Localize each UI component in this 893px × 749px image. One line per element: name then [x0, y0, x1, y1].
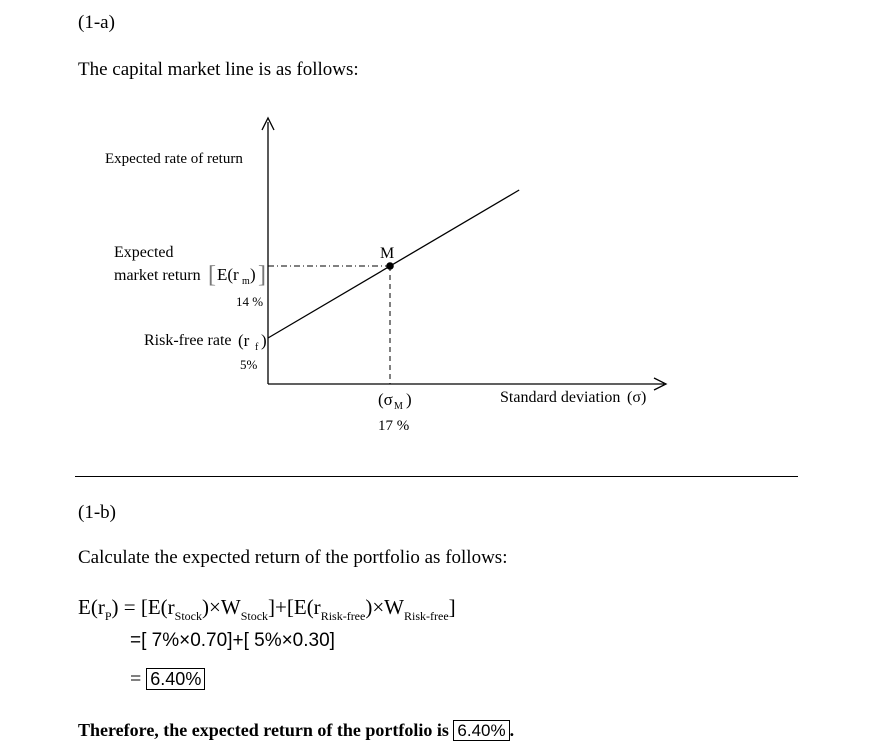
conclusion-period: . [509, 720, 515, 740]
expected-market-return-symbol [208, 262, 266, 288]
part-a-heading: (1-a) [78, 12, 115, 33]
market-portfolio-point [386, 262, 394, 270]
svg-text:): ) [406, 390, 412, 409]
conclusion-value: 6.40% [453, 720, 509, 741]
svg-text:M: M [394, 401, 403, 412]
formula-line-1: $E(r_P) = [E(r_{Stock})\times W_{Stock}]+[E(r_{Risk-free})\times W_{Risk-free}]$ [78, 595, 456, 623]
svg-text:Standard deviation: Standard deviation [500, 389, 621, 406]
conclusion-text: Therefore, the expected return of the portfolio is [78, 720, 449, 740]
x-axis-label [500, 389, 646, 406]
formula-line-3: = 6.40% [130, 668, 205, 691]
svg-text:m: m [242, 276, 250, 287]
svg-text:): ) [250, 265, 256, 284]
svg-text:(r: (r [238, 331, 250, 350]
conclusion [78, 720, 514, 741]
formula-result: 6.40% [146, 668, 205, 690]
sigma-m-value: 17 % [378, 418, 410, 434]
svg-text:]: ] [258, 262, 266, 288]
svg-text:(σ): (σ) [627, 389, 647, 406]
expected-market-return-label-line1: Expected [114, 244, 174, 261]
y-axis-label: Expected rate of return [105, 151, 243, 167]
part-b-heading: (1-b) [78, 502, 116, 523]
risk-free-rate-symbol [238, 331, 267, 353]
part-b-intro: Calculate the expected return of the portfolio as follows: [78, 547, 508, 568]
svg-text:E(r: E(r [217, 265, 239, 284]
part-a-intro: The capital market line is as follows: [78, 59, 359, 80]
expected-market-return-label-line2: market return [114, 267, 201, 284]
market-point-label: M [380, 245, 395, 262]
expected-market-return-value: 14 % [236, 294, 264, 309]
risk-free-rate-label: Risk-free rate [144, 332, 232, 349]
svg-text:): ) [261, 331, 267, 350]
formula-line-2: =[ 7%×0.70]+[ 5%×0.30] [130, 630, 335, 651]
section-divider [75, 476, 798, 477]
svg-text:(σ: (σ [378, 390, 393, 409]
sigma-m-symbol [378, 390, 412, 412]
risk-free-rate-value: 5% [240, 357, 258, 372]
capital-market-line [268, 190, 519, 338]
svg-text:[: [ [208, 262, 216, 288]
svg-text:f: f [255, 342, 259, 353]
